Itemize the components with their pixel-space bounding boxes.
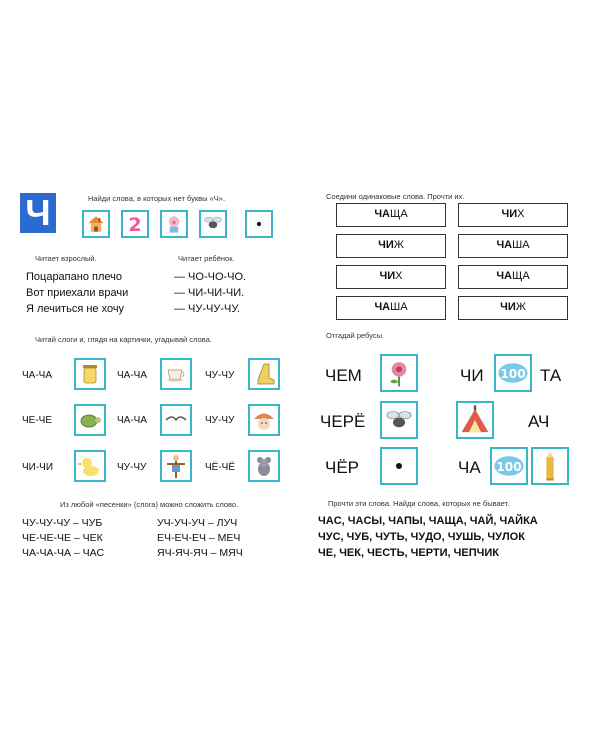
word: ЧЕРТИ [410, 547, 448, 559]
word: ЧЕСТЬ [367, 547, 405, 559]
word: ЧУБ [346, 531, 370, 543]
word: ЧЕПЧИК [453, 547, 499, 559]
cup-icon [160, 358, 192, 390]
word-box-right[interactable]: ЧИХ [458, 203, 568, 227]
song-right: УЧ-УЧ-УЧ – ЛУЧ [157, 517, 238, 529]
tent-icon [456, 401, 494, 439]
syllable-label: ЧА-ЧА [117, 415, 147, 426]
task-find-nonwords: Прочти эти слова. Найди слова, которых не бывает. [328, 499, 510, 508]
pencil-icon [531, 447, 569, 485]
svg-text:2: 2 [128, 214, 142, 236]
word-line: ЧАС, ЧАСЫ, ЧАПЫ, ЧАЩА, ЧАЙ, ЧАЙКА [318, 515, 538, 527]
word: ЧУДО [410, 531, 442, 543]
task-rebus: Отгадай ребусы. [326, 331, 385, 340]
word-box-left[interactable]: ЧИЖ [336, 234, 446, 258]
poem-line: Поцарапано плечо [26, 271, 122, 283]
word: ЧЕК [339, 547, 361, 559]
task-find-words: Найди слова, в которых нет буквы «Ч». [88, 194, 226, 203]
mouse-icon [248, 450, 280, 482]
syllable-label: ЧЕ-ЧЕ [22, 415, 52, 426]
syllable-label: ЧА-ЧА [22, 370, 52, 381]
word: ЧАПЫ [388, 515, 423, 527]
poem-reply: — ЧУ-ЧУ-ЧУ. [174, 303, 240, 315]
scarecrow-icon [160, 450, 192, 482]
flower-icon [380, 354, 418, 392]
word: ЧАСЫ [347, 515, 383, 527]
rebus-text: ЧИ [460, 366, 484, 385]
word: ЧУШЬ [447, 531, 482, 543]
adult-reads-label: Читает взрослый. [35, 254, 97, 263]
hundred-icon [494, 354, 532, 392]
svg-text:100: 100 [496, 459, 522, 474]
syllable-label: ЧУ-ЧУ [205, 415, 235, 426]
word: ЧУТЬ [375, 531, 405, 543]
pig-toy-icon [160, 210, 188, 238]
rebus-text: АЧ [528, 412, 550, 431]
duckling-icon [74, 450, 106, 482]
syllable-label: ЧА-ЧА [117, 370, 147, 381]
song-left: ЧУ-ЧУ-ЧУ – ЧУБ [22, 517, 103, 529]
word: ЧАС [318, 515, 342, 527]
number-two-icon [121, 210, 149, 238]
word-line: ЧУС, ЧУБ, ЧУТЬ, ЧУДО, ЧУШЬ, ЧУЛОК [318, 531, 525, 543]
word-box-right[interactable]: ЧИЖ [458, 296, 568, 320]
fly-icon [380, 401, 418, 439]
jar-icon [74, 358, 106, 390]
song-right: ЕЧ-ЕЧ-ЕЧ – МЕЧ [157, 532, 241, 544]
rebus-text: ЧА [458, 458, 481, 477]
word: ЧЕ [318, 547, 334, 559]
poem-reply: — ЧО-ЧО-ЧО. [174, 271, 247, 283]
svg-text:100: 100 [500, 366, 526, 381]
word-box-left[interactable]: ЧАЩА [336, 203, 446, 227]
rebus-text: ТА [540, 366, 562, 385]
rebus-text: ЧЁР [325, 458, 360, 477]
task-read-syllables: Читай слоги и, глядя на картинки, угадывай слова. [35, 335, 212, 344]
seagull-icon [160, 404, 192, 436]
task-songs: Из любой «песенки» (слога) можно сложить слово. [60, 500, 239, 509]
fly-icon [199, 210, 227, 238]
song-left: ЧЕ-ЧЕ-ЧЕ – ЧЕК [22, 532, 103, 544]
word-line: ЧЕ, ЧЕК, ЧЕСТЬ, ЧЕРТИ, ЧЕПЧИК [318, 547, 499, 559]
child-reads-label: Читает ребёнок. [178, 254, 235, 263]
poem-line: Я лечиться не хочу [26, 303, 125, 315]
word-box-left[interactable]: ЧАША [336, 296, 446, 320]
house-icon [82, 210, 110, 238]
word-box-right[interactable]: ЧАША [458, 234, 568, 258]
word-box-right[interactable]: ЧАЩА [458, 265, 568, 289]
word: ЧАЩА [428, 515, 464, 527]
rebus-text: ЧЕМ [325, 366, 362, 385]
syllable-label: ЧУ-ЧУ [117, 462, 147, 473]
syllable-label: ЧИ-ЧИ [22, 462, 54, 473]
big-letter: Ч [20, 193, 56, 233]
word-box-left[interactable]: ЧИХ [336, 265, 446, 289]
poem-line: Вот приехали врачи [26, 287, 129, 299]
poem-reply: — ЧИ-ЧИ-ЧИ. [174, 287, 245, 299]
dot-icon [380, 447, 418, 485]
syllable-label: ЧУ-ЧУ [205, 370, 235, 381]
mushroom-face-icon [248, 404, 280, 436]
task-match-words: Соедини одинаковые слова. Прочти их. [326, 192, 465, 201]
word: ЧУЛОК [487, 531, 525, 543]
word: ЧАЙ [469, 515, 494, 527]
dot-icon [245, 210, 273, 238]
turtle-icon [74, 404, 106, 436]
boot-icon [248, 358, 280, 390]
hundred-icon [490, 447, 528, 485]
rebus-text: ЧЕРЁ [320, 412, 366, 431]
song-right: ЯЧ-ЯЧ-ЯЧ – МЯЧ [157, 547, 243, 559]
song-left: ЧА-ЧА-ЧА – ЧАС [22, 547, 105, 559]
word: ЧАЙКА [499, 515, 538, 527]
word: ЧУС [318, 531, 341, 543]
syllable-label: ЧЁ-ЧЁ [205, 462, 236, 473]
